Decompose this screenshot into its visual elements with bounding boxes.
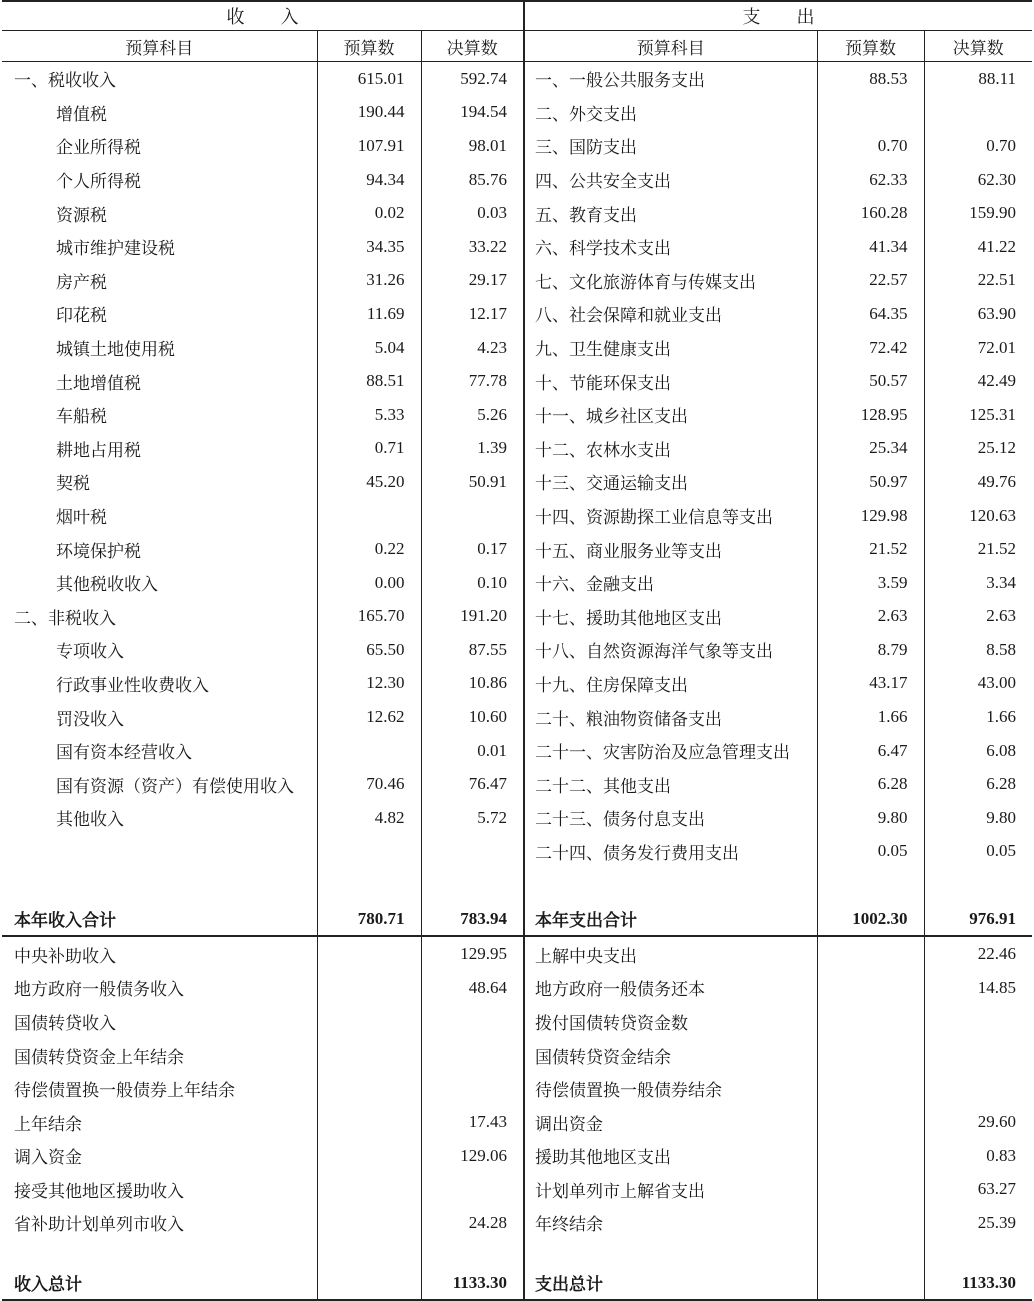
expense-final-cell: 2.63	[924, 600, 1032, 634]
expense-budget-cell: 2.63	[817, 600, 924, 634]
expense-subject-cell: 二十二、其他支出	[524, 767, 817, 801]
income-subject-cell: 土地增值税	[56, 373, 141, 394]
income-budget-header: 预算数	[317, 31, 421, 62]
income-subject-cell: 房产税	[56, 272, 107, 293]
income-budget-cell: 165.70	[317, 600, 421, 634]
expense-final-cell: 25.39	[924, 1206, 1032, 1240]
empty-cell	[524, 868, 817, 902]
income-final-cell: 87.55	[421, 633, 524, 667]
expense-subject-cell: 待偿债置换一般债券结余	[524, 1072, 817, 1106]
income-budget-cell: 0.71	[317, 432, 421, 466]
section-header-row	[2, 1, 1032, 31]
expense-budget-cell: 25.34	[817, 432, 924, 466]
income-budget-cell	[317, 1005, 421, 1039]
income-subject-cell: 烟叶税	[56, 508, 107, 529]
empty-cell	[317, 868, 421, 902]
income-final-cell: 0.01	[421, 734, 524, 768]
expense-grand-total-final: 1133.30	[924, 1266, 1032, 1301]
expense-final-cell: 22.46	[924, 936, 1032, 971]
expense-subject-cell: 十五、商业服务业等支出	[524, 532, 817, 566]
income-budget-cell	[317, 1206, 421, 1240]
expense-budget-header: 预算数	[817, 31, 924, 62]
income-final-cell: 10.60	[421, 700, 524, 734]
income-budget-cell	[317, 1038, 421, 1072]
expense-subject-cell: 拨付国债转贷资金数	[524, 1005, 817, 1039]
expense-budget-cell	[817, 1173, 924, 1207]
expense-budget-cell: 9.80	[817, 801, 924, 835]
income-subject-cell: 二、非税收入	[14, 608, 116, 629]
expense-budget-cell	[817, 971, 924, 1005]
table-row	[2, 1206, 1032, 1240]
expense-budget-cell: 62.33	[817, 163, 924, 197]
income-budget-cell: 94.34	[317, 163, 421, 197]
income-final-cell: 0.10	[421, 566, 524, 600]
empty-cell	[924, 1240, 1032, 1266]
expense-subject-cell: 十、节能环保支出	[524, 364, 817, 398]
expense-final-cell: 72.01	[924, 331, 1032, 365]
income-subject-cell: 环境保护税	[56, 541, 141, 562]
expense-budget-cell: 128.95	[817, 398, 924, 432]
income-budget-cell: 0.00	[317, 566, 421, 600]
income-subject-cell: 待偿债置换一般债券上年结余	[14, 1081, 235, 1102]
expense-subject-cell: 十七、援助其他地区支出	[524, 600, 817, 634]
expense-subject-cell: 年终结余	[524, 1206, 817, 1240]
income-final-cell: 5.26	[421, 398, 524, 432]
income-subject-cell: 印花税	[56, 306, 107, 327]
expense-grand-total-label: 支出总计	[524, 1266, 817, 1301]
expense-final-cell: 41.22	[924, 230, 1032, 264]
table-row	[2, 62, 1032, 96]
income-subject-cell: 专项收入	[56, 642, 124, 663]
empty-cell	[524, 1240, 817, 1266]
expense-budget-cell: 1.66	[817, 700, 924, 734]
expense-subject-cell: 四、公共安全支出	[524, 163, 817, 197]
income-budget-cell: 190.44	[317, 96, 421, 130]
expense-subject-cell: 十八、自然资源海洋气象等支出	[524, 633, 817, 667]
empty-cell	[2, 1240, 317, 1266]
table-row	[2, 297, 1032, 331]
income-subject-cell: 国有资本经营收入	[56, 743, 192, 764]
income-budget-cell: 45.20	[317, 465, 421, 499]
income-final-cell: 129.06	[421, 1139, 524, 1173]
expense-subject-cell: 十一、城乡社区支出	[524, 398, 817, 432]
table-row	[2, 801, 1032, 835]
table-row	[2, 1072, 1032, 1106]
expense-subject-cell: 地方政府一般债务还本	[524, 971, 817, 1005]
expense-final-cell: 1.66	[924, 700, 1032, 734]
expense-budget-cell: 160.28	[817, 196, 924, 230]
income-final-cell: 24.28	[421, 1206, 524, 1240]
income-budget-cell	[317, 1139, 421, 1173]
expense-budget-cell: 72.42	[817, 331, 924, 365]
table-row	[2, 499, 1032, 533]
expense-final-cell: 125.31	[924, 398, 1032, 432]
income-subject-cell: 省补助计划单列市收入	[14, 1215, 184, 1236]
income-final-cell: 77.78	[421, 364, 524, 398]
expense-budget-cell	[817, 1005, 924, 1039]
income-final-cell: 33.22	[421, 230, 524, 264]
expense-budget-cell: 21.52	[817, 532, 924, 566]
income-budget-cell: 615.01	[317, 62, 421, 96]
budget-table-sheet	[2, 0, 1032, 1301]
table-row	[2, 331, 1032, 365]
income-subject-cell: 罚没收入	[56, 709, 124, 730]
expense-subject-cell: 一、一般公共服务支出	[524, 62, 817, 96]
spacer-row	[2, 868, 1032, 902]
income-final-cell: 0.03	[421, 196, 524, 230]
income-budget-cell: 88.51	[317, 364, 421, 398]
income-subject-cell: 国债转贷收入	[14, 1013, 116, 1034]
income-subject-cell: 增值税	[56, 104, 107, 125]
table-row	[2, 700, 1032, 734]
expense-final-cell: 43.00	[924, 667, 1032, 701]
income-budget-cell	[317, 499, 421, 533]
income-final-cell: 194.54	[421, 96, 524, 130]
income-grand-total-label: 收入总计	[2, 1266, 317, 1301]
income-year-total-final: 783.94	[421, 902, 524, 937]
income-budget-cell: 11.69	[317, 297, 421, 331]
income-final-cell	[421, 1072, 524, 1106]
income-grand-total-budget	[317, 1266, 421, 1301]
income-budget-cell: 5.33	[317, 398, 421, 432]
income-final-cell: 76.47	[421, 767, 524, 801]
income-final-cell	[421, 1173, 524, 1207]
income-budget-cell: 5.04	[317, 331, 421, 365]
income-final-cell: 17.43	[421, 1105, 524, 1139]
expense-subject-cell: 五、教育支出	[524, 196, 817, 230]
expense-section-title: 支 出	[524, 1, 1032, 31]
income-final-cell: 12.17	[421, 297, 524, 331]
expense-budget-cell: 88.53	[817, 62, 924, 96]
expense-final-cell: 42.49	[924, 364, 1032, 398]
column-header-row	[2, 31, 1032, 62]
expense-budget-cell: 22.57	[817, 264, 924, 298]
income-year-total-budget: 780.71	[317, 902, 421, 937]
income-budget-cell	[317, 1173, 421, 1207]
expense-budget-cell: 0.05	[817, 835, 924, 869]
income-subject-cell: 国债转贷资金上年结余	[14, 1047, 184, 1068]
empty-cell	[924, 868, 1032, 902]
expense-final-cell: 63.90	[924, 297, 1032, 331]
expense-subject-cell: 国债转贷资金结余	[524, 1038, 817, 1072]
expense-final-cell: 0.83	[924, 1139, 1032, 1173]
table-row	[2, 398, 1032, 432]
empty-cell	[317, 1240, 421, 1266]
table-row	[2, 1005, 1032, 1039]
income-subject-cell: 中央补助收入	[14, 946, 116, 967]
expense-budget-cell: 129.98	[817, 499, 924, 533]
income-subject-cell: 契税	[56, 474, 90, 495]
expense-final-cell: 6.28	[924, 767, 1032, 801]
year-total-row	[2, 902, 1032, 937]
expense-budget-cell: 8.79	[817, 633, 924, 667]
expense-grand-total-budget	[817, 1266, 924, 1301]
expense-subject-cell: 三、国防支出	[524, 129, 817, 163]
empty-cell	[2, 868, 317, 902]
table-row	[2, 1038, 1032, 1072]
expense-budget-cell	[817, 1105, 924, 1139]
table-row	[2, 196, 1032, 230]
budget-table	[2, 0, 1032, 1301]
expense-final-cell	[924, 1005, 1032, 1039]
income-final-cell: 50.91	[421, 465, 524, 499]
table-row	[2, 364, 1032, 398]
expense-subject-cell: 调出资金	[524, 1105, 817, 1139]
expense-subject-cell: 援助其他地区支出	[524, 1139, 817, 1173]
expense-budget-cell: 64.35	[817, 297, 924, 331]
income-budget-cell: 4.82	[317, 801, 421, 835]
grand-total-row	[2, 1266, 1032, 1301]
expense-subject-cell: 十九、住房保障支出	[524, 667, 817, 701]
income-final-cell: 0.17	[421, 532, 524, 566]
income-final-cell: 129.95	[421, 936, 524, 971]
income-year-total-label: 本年收入合计	[2, 902, 317, 937]
table-row	[2, 129, 1032, 163]
expense-year-total-label: 本年支出合计	[524, 902, 817, 937]
expense-final-cell: 120.63	[924, 499, 1032, 533]
expense-budget-cell: 6.47	[817, 734, 924, 768]
table-row	[2, 532, 1032, 566]
table-row	[2, 566, 1032, 600]
table-row	[2, 465, 1032, 499]
expense-subject-cell: 二十四、债务发行费用支出	[524, 835, 817, 869]
expense-budget-cell: 43.17	[817, 667, 924, 701]
expense-budget-cell: 41.34	[817, 230, 924, 264]
income-budget-cell: 12.62	[317, 700, 421, 734]
expense-subject-cell: 二十、粮油物资储备支出	[524, 700, 817, 734]
income-subject-cell: 接受其他地区援助收入	[14, 1181, 184, 1202]
income-budget-cell	[317, 1072, 421, 1106]
expense-budget-cell: 50.97	[817, 465, 924, 499]
expense-final-cell: 63.27	[924, 1173, 1032, 1207]
table-row	[2, 835, 1032, 869]
income-final-cell	[421, 499, 524, 533]
expense-final-cell: 88.11	[924, 62, 1032, 96]
expense-budget-cell	[817, 96, 924, 130]
income-subject-cell: 上年结余	[14, 1114, 82, 1135]
income-subject-cell: 耕地占用税	[56, 440, 141, 461]
income-final-cell: 98.01	[421, 129, 524, 163]
expense-subject-cell: 二十一、灾害防治及应急管理支出	[524, 734, 817, 768]
table-row	[2, 1173, 1032, 1207]
expense-final-cell: 22.51	[924, 264, 1032, 298]
expense-budget-cell: 0.70	[817, 129, 924, 163]
expense-final-cell: 0.70	[924, 129, 1032, 163]
income-budget-cell: 107.91	[317, 129, 421, 163]
spacer-row	[2, 1240, 1032, 1266]
income-subject-cell: 城镇土地使用税	[56, 340, 175, 361]
expense-final-cell: 0.05	[924, 835, 1032, 869]
expense-subject-cell: 计划单列市上解省支出	[524, 1173, 817, 1207]
income-subject-cell: 其他税收收入	[56, 575, 158, 596]
empty-cell	[817, 868, 924, 902]
income-final-cell: 10.86	[421, 667, 524, 701]
income-budget-cell	[317, 936, 421, 971]
expense-budget-cell	[817, 936, 924, 971]
empty-cell	[421, 868, 524, 902]
income-final-cell: 29.17	[421, 264, 524, 298]
income-subject-cell: 一、税收收入	[14, 71, 116, 92]
income-subject-cell: 调入资金	[14, 1148, 82, 1169]
expense-subject-cell: 二十三、债务付息支出	[524, 801, 817, 835]
expense-final-cell: 9.80	[924, 801, 1032, 835]
income-budget-cell	[317, 734, 421, 768]
expense-final-cell	[924, 96, 1032, 130]
income-budget-cell: 0.22	[317, 532, 421, 566]
expense-budget-cell: 6.28	[817, 767, 924, 801]
income-budget-cell	[317, 1105, 421, 1139]
table-row	[2, 96, 1032, 130]
expense-subject-cell: 七、文化旅游体育与传媒支出	[524, 264, 817, 298]
income-budget-cell: 12.30	[317, 667, 421, 701]
expense-subject-cell: 十三、交通运输支出	[524, 465, 817, 499]
expense-subject-cell: 十四、资源勘探工业信息等支出	[524, 499, 817, 533]
income-final-cell: 85.76	[421, 163, 524, 197]
income-budget-cell: 31.26	[317, 264, 421, 298]
income-section-title: 收 入	[2, 1, 524, 31]
table-row	[2, 734, 1032, 768]
income-subject-cell	[2, 835, 317, 869]
income-final-cell	[421, 835, 524, 869]
table-row	[2, 1139, 1032, 1173]
empty-cell	[421, 1240, 524, 1266]
expense-subject-cell: 九、卫生健康支出	[524, 331, 817, 365]
expense-final-cell: 62.30	[924, 163, 1032, 197]
income-final-cell: 4.23	[421, 331, 524, 365]
expense-budget-cell: 3.59	[817, 566, 924, 600]
expense-subject-cell: 六、科学技术支出	[524, 230, 817, 264]
expense-budget-cell	[817, 1206, 924, 1240]
expense-year-total-budget: 1002.30	[817, 902, 924, 937]
income-budget-cell	[317, 835, 421, 869]
table-row	[2, 230, 1032, 264]
table-row	[2, 1105, 1032, 1139]
table-row	[2, 936, 1032, 971]
income-subject-cell: 个人所得税	[56, 172, 141, 193]
expense-final-cell: 49.76	[924, 465, 1032, 499]
income-final-cell: 5.72	[421, 801, 524, 835]
income-subject-cell: 企业所得税	[56, 138, 141, 159]
expense-subject-cell: 十二、农林水支出	[524, 432, 817, 466]
income-final-cell: 191.20	[421, 600, 524, 634]
table-row	[2, 163, 1032, 197]
income-budget-cell: 0.02	[317, 196, 421, 230]
expense-final-cell: 29.60	[924, 1105, 1032, 1139]
income-final-cell	[421, 1038, 524, 1072]
income-subject-cell: 资源税	[56, 205, 107, 226]
empty-cell	[817, 1240, 924, 1266]
expense-budget-cell	[817, 1038, 924, 1072]
income-final-header: 决算数	[421, 31, 524, 62]
income-grand-total-final: 1133.30	[421, 1266, 524, 1301]
expense-subject-cell: 二、外交支出	[524, 96, 817, 130]
income-final-cell	[421, 1005, 524, 1039]
income-subject-cell: 城市维护建设税	[56, 239, 175, 260]
income-final-cell: 592.74	[421, 62, 524, 96]
expense-final-cell: 14.85	[924, 971, 1032, 1005]
expense-final-cell: 25.12	[924, 432, 1032, 466]
table-row	[2, 264, 1032, 298]
income-budget-cell: 70.46	[317, 767, 421, 801]
expense-final-cell	[924, 1038, 1032, 1072]
expense-subject-header: 预算科目	[524, 31, 817, 62]
income-budget-cell	[317, 971, 421, 1005]
expense-budget-cell	[817, 1139, 924, 1173]
income-subject-cell: 其他收入	[56, 810, 124, 831]
expense-budget-cell: 50.57	[817, 364, 924, 398]
table-row	[2, 432, 1032, 466]
income-subject-header: 预算科目	[2, 31, 317, 62]
expense-final-cell	[924, 1072, 1032, 1106]
expense-subject-cell: 八、社会保障和就业支出	[524, 297, 817, 331]
table-row	[2, 633, 1032, 667]
table-row	[2, 600, 1032, 634]
expense-subject-cell: 十六、金融支出	[524, 566, 817, 600]
income-subject-cell: 国有资源（资产）有偿使用收入	[56, 776, 294, 797]
income-final-cell: 48.64	[421, 971, 524, 1005]
expense-subject-cell: 上解中央支出	[524, 936, 817, 971]
income-budget-cell: 65.50	[317, 633, 421, 667]
income-final-cell: 1.39	[421, 432, 524, 466]
income-subject-cell: 行政事业性收费收入	[56, 675, 209, 696]
table-row	[2, 667, 1032, 701]
expense-year-total-final: 976.91	[924, 902, 1032, 937]
expense-budget-cell	[817, 1072, 924, 1106]
expense-final-cell: 8.58	[924, 633, 1032, 667]
table-row	[2, 971, 1032, 1005]
expense-final-header: 决算数	[924, 31, 1032, 62]
expense-final-cell: 159.90	[924, 196, 1032, 230]
expense-final-cell: 3.34	[924, 566, 1032, 600]
expense-final-cell: 6.08	[924, 734, 1032, 768]
income-subject-cell: 车船税	[56, 407, 107, 428]
income-subject-cell: 地方政府一般债务收入	[14, 980, 184, 1001]
income-budget-cell: 34.35	[317, 230, 421, 264]
table-row	[2, 767, 1032, 801]
expense-final-cell: 21.52	[924, 532, 1032, 566]
